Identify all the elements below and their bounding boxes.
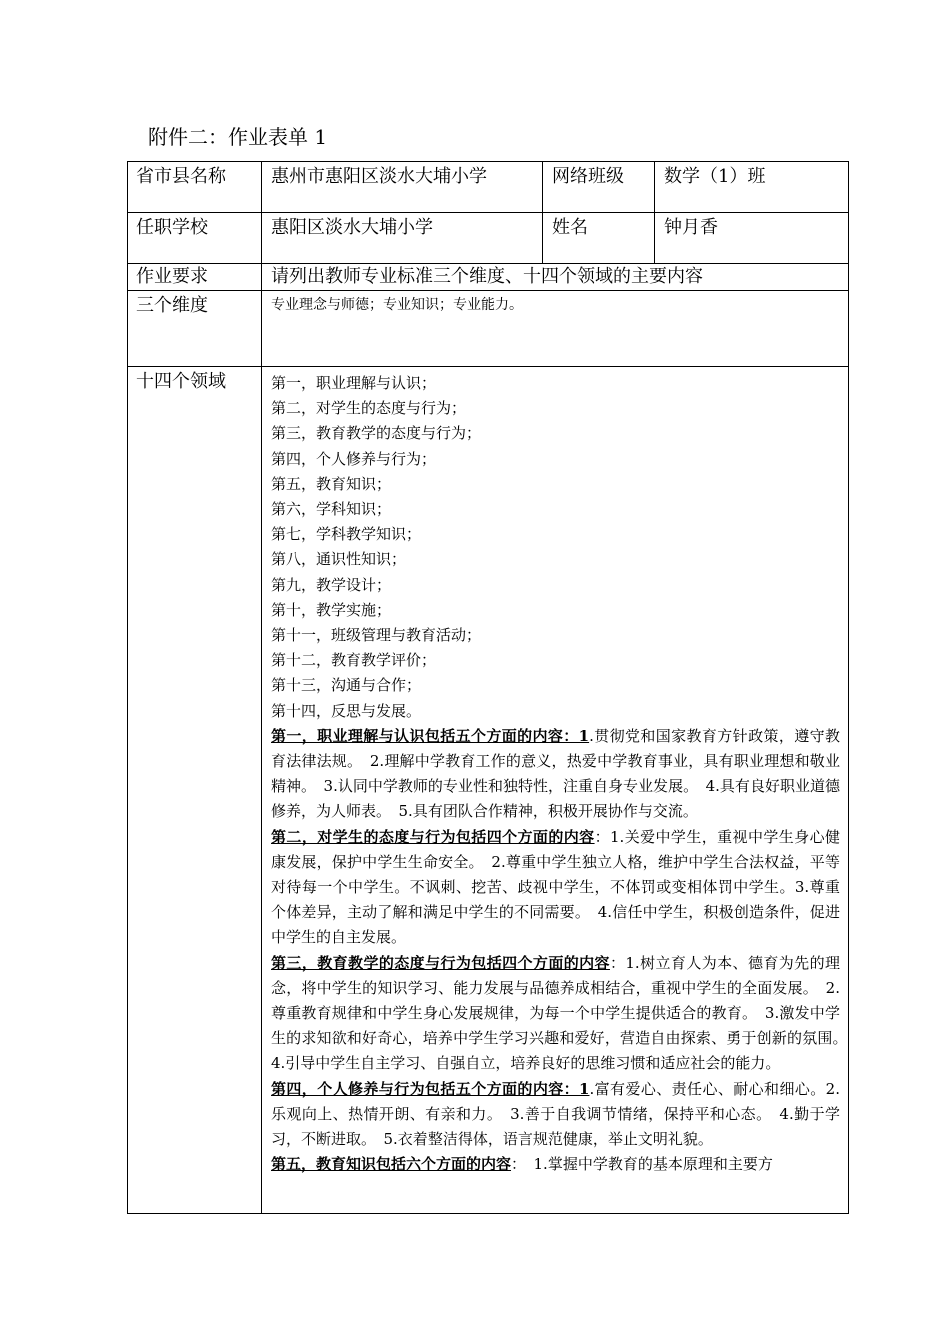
label-requirement: 作业要求 bbox=[128, 264, 262, 291]
domain-detail-3 bbox=[271, 951, 856, 1077]
value-location: 惠州市惠阳区淡水大埔小学 bbox=[262, 162, 543, 213]
list-item: 第一，职业理解与认识； bbox=[271, 374, 437, 392]
list-item: 第四，个人修养与行为； bbox=[271, 449, 437, 468]
list-item: 第九，教学设计； bbox=[271, 575, 392, 594]
list-item: 第五，教育知识； bbox=[271, 474, 392, 493]
label-name: 姓名 bbox=[543, 213, 655, 264]
detail-title: 第二，对学生的态度与行为包括四个方面的内容 bbox=[271, 827, 595, 846]
value-requirement: 请列出教师专业标准三个维度、十四个领域的主要内容 bbox=[262, 264, 849, 291]
label-school: 任职学校 bbox=[128, 213, 262, 264]
detail-text: .贯彻党和国家教育方针政策，遵守教育法律法规。 2.理解中学教育工作的意义，热爱中学教育事业，具有职业理想和敬业精神。 3.认同中学教师的专业性和独特性，注重自身专业发展。 4.具有良好职业道德修养，为人师表。 5.具有团队合作精神，积极开展协作与交流。 bbox=[271, 726, 840, 821]
detail-title: 第一，职业理解与认识包括五个方面的内容：1 bbox=[271, 726, 590, 745]
detail-text: ： 1.掌握中学教育的基本原理和主要方 bbox=[511, 1155, 773, 1174]
domain-detail-2 bbox=[271, 825, 840, 951]
detail-text: ：1.树立育人为本、德育为先的理念，将中学生的知识学习、能力发展与品德养成相结合，重视中学生的全面发展。 2.尊重教育规律和中学生身心发展规律，为每一个中学生提供适合的教育。 3.激发中学生的求知欲和好奇心，培养中学生学习兴趣和爱好，营造自由探索、勇于创新的氛围。 4.引导中学生自主学习、自强自立，培养良好的思维习惯和适应社会的能力。 bbox=[271, 953, 856, 1073]
list-item: 第三，教育教学的态度与行为； bbox=[271, 424, 482, 443]
list-item: 第十四，反思与发展。 bbox=[271, 701, 422, 720]
page-heading: 附件二：作业表单 1 bbox=[148, 125, 328, 149]
detail-title: 第五，教育知识包括六个方面的内容 bbox=[271, 1155, 512, 1174]
row-location bbox=[128, 162, 849, 213]
domain-list bbox=[271, 371, 840, 724]
assignment-form-table bbox=[127, 161, 856, 1214]
domain-detail-4 bbox=[271, 1077, 840, 1153]
list-item: 第六，学科知识； bbox=[271, 500, 392, 519]
list-item: 第十二，教育教学评价； bbox=[271, 651, 437, 670]
domain-detail-5 bbox=[271, 1152, 840, 1177]
label-domains: 十四个领域 bbox=[128, 367, 262, 1214]
value-class: 数学（1）班 bbox=[655, 162, 849, 213]
list-item: 第十，教学实施； bbox=[271, 600, 392, 619]
detail-text: ：1.关爱中学生，重视中学生身心健康发展，保护中学生生命安全。 2.尊重中学生独立人格，维护中学生合法权益，平等对待每一个中学生。不讽刺、挖苦、歧视中学生，不体罚或变相体罚中学生。3.尊重个体差异，主动了解和满足中学生的不同需要。 4.信任中学生，积极创造条件，促进中学生的自主发展。 bbox=[271, 827, 840, 947]
list-item: 第十三，沟通与合作； bbox=[271, 676, 422, 695]
domains-content bbox=[262, 367, 856, 1214]
value-name: 钟月香 bbox=[655, 213, 849, 264]
value-school: 惠阳区淡水大埔小学 bbox=[262, 213, 543, 264]
label-dimensions: 三个维度 bbox=[128, 291, 262, 367]
row-school bbox=[128, 213, 849, 264]
detail-title: 第三，教育教学的态度与行为包括四个方面的内容 bbox=[271, 953, 610, 972]
detail-text: .富有爱心、责任心、耐心和细心。2.乐观向上、热情开朗、有亲和力。 3.善于自我调节情绪，保持平和心态。 4.勤于学习，不断进取。 5.衣着整洁得体，语言规范健康，举止文明礼貌。 bbox=[271, 1079, 840, 1149]
row-domains bbox=[128, 367, 849, 1214]
list-item: 第二，对学生的态度与行为； bbox=[271, 399, 467, 418]
label-class: 网络班级 bbox=[543, 162, 655, 213]
label-location: 省市县名称 bbox=[128, 162, 262, 213]
list-item: 第七，学科教学知识； bbox=[271, 525, 422, 544]
row-requirement bbox=[128, 264, 849, 291]
list-item: 第十一，班级管理与教育活动； bbox=[271, 626, 482, 645]
domain-detail-1 bbox=[271, 724, 840, 825]
list-item: 第八，通识性知识； bbox=[271, 550, 407, 569]
detail-title: 第四，个人修养与行为包括五个方面的内容：1 bbox=[271, 1079, 590, 1098]
value-dimensions: 专业理念与师德；专业知识；专业能力。 bbox=[262, 291, 849, 367]
row-dimensions bbox=[128, 291, 849, 367]
